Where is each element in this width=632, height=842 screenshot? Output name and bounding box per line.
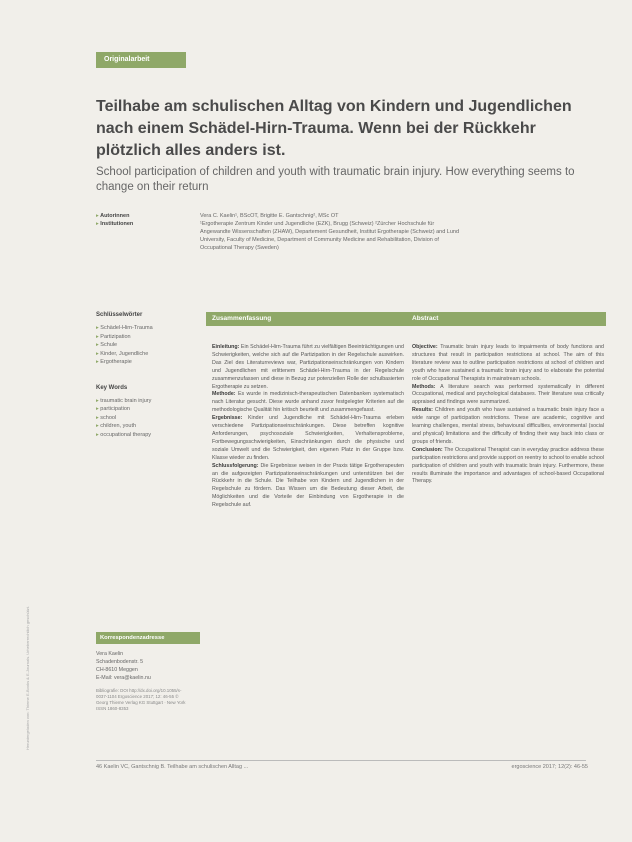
paragraph-text: The Occupational Therapist can in everyday practice address these participation restrictions and provide support on reentry to school to enable school participation of children and youth with traumatic brain injury. Furthermore, these results illuminate the importance and advantages of school-based Occupational Therapy. (412, 446, 604, 485)
summary-paragraph (212, 344, 404, 391)
keyword-item: ▸ school (96, 414, 200, 423)
paragraph-text: Es wurde in medizinisch-therapeutischen Datenbanken systematisch nach Literatur gesucht. Diese wurde anhand zuvor festgelegter Kriterien auf die methodologische Qualität hin kritisch beurteilt und zusammengefasst. (212, 391, 404, 414)
footer-divider (96, 760, 586, 761)
paragraph-text: Ein Schädel-Hirn-Trauma führt zu vielfältigen Beeinträchtigungen und Schwierigkeiten, welche sich auf die Partizipation in der Regelschule auswirken. Das Ziel des Literaturreviews war, Partizipationseinschränkungen von Kindern und Jugendlichen mit erlittenem Schädel-Hirn-Trauma in der Regelschule zusammenzufassen und diese in Bezug zur potenziellen Rolle der schulbasierten Ergotherapie zu setzen. (212, 344, 404, 390)
authors-value: Vera C. Kaelin¹, BScOT, Brigitte E. Gantschnig², MSc OT (200, 213, 339, 219)
contact-street: Schadenbodenstr. 5 (96, 659, 144, 665)
summary-paragraph (212, 415, 404, 462)
zusammenfassung-section (206, 312, 406, 510)
summary-paragraph (212, 391, 404, 415)
footer-journal: ergoscience 2017; 12(2): 46-55 (511, 764, 588, 770)
institutions-row (96, 220, 596, 252)
paragraph-text: Children and youth who have sustained a traumatic brain injury face a wide range of participation restrictions. These are academic, cognitive and learning challenges, mental stress, behavioural difficulties, environmental (social and physical) limitations and the difficulty of finding their way back into class or groups of friends. (412, 407, 604, 445)
keyword-item: ▸ Schädel-Hirn-Trauma (96, 324, 200, 333)
footer-citation: 46 Kaelin VC, Gantschnig B. Teilhabe am schulischen Alltag ... (96, 764, 249, 770)
correspondence-box (96, 632, 200, 712)
keyword-item: ▸ children, youth (96, 422, 200, 431)
keyword-item: ▸ Kinder, Jugendliche (96, 350, 200, 359)
paragraph-label: Conclusion: (412, 446, 443, 453)
download-notice: Heruntergeladen von: Thieme E-Books & E-Journals. Urheberrechtlich geschützt. (25, 606, 30, 750)
abstract-section (406, 312, 606, 486)
contact-city: CH-8610 Meggen (96, 667, 138, 673)
keyword-item: ▸ Schule (96, 341, 200, 350)
paragraph-label: Objective: (412, 344, 438, 350)
keyword-item: ▸ occupational therapy (96, 431, 200, 440)
keyword-item: ▸ traumatic brain injury (96, 397, 200, 406)
paragraph-label: Results: (412, 407, 433, 414)
paragraph-text: Die Ergebnisse weisen in der Praxis tätige Ergotherapeuten an die aufgezeigten Partizipationseinschränkungen und unterstützen bei der Rückkehr in die Schule. Die Teilhabe von Kindern und Jugendlichen in der Regelschule zu fördern. Das Wissen um die Bedeutung dieser Arbeit, die Möglichkeiten und die Vorteile der Einbindung von Ergotherapie in die Regelschule auf. (212, 462, 404, 509)
paragraph-label: Ergebnisse: (212, 415, 243, 422)
abstract-heading: Abstract (406, 312, 606, 326)
authors-label: ▸ Autorinnen (96, 212, 200, 220)
keyword-item: ▸ Ergotherapie (96, 358, 200, 367)
paragraph-text: Traumatic brain injury leads to impairments of body functions and structures that result in participation restrictions at school. The aim of this literature review was to outline participation restrictions at school of children and youth who have sustained a traumatic brain injury and to elaborate the potential role of Occupational Therapists in mainstream schools. (412, 344, 604, 382)
article-title-english: School participation of children and youth with traumatic brain injury. How everything seems to change on their return (96, 166, 575, 193)
article-title-german: Teilhabe am schulischen Alltag von Kindern und Jugendlichen nach einem Schädel-Hirn-Trauma. Wenn bei der Rückkehr plötzlich alles anders ist. (96, 98, 572, 159)
abstract-paragraph (412, 344, 604, 384)
summary-paragraph (212, 463, 404, 510)
keyword-item: ▸ Partizipation (96, 333, 200, 342)
abstract-paragraph (412, 384, 604, 408)
keywords-de-list (96, 324, 200, 367)
contact-email[interactable]: E-Mail: vera@kaelin.nu (96, 675, 151, 681)
institutions-label: ▸ Institutionen (96, 220, 200, 252)
keywords-column (96, 312, 200, 457)
abstract-body (406, 344, 606, 486)
correspondence-heading: Korrespondenzadresse (96, 632, 200, 644)
keywords-en-list (96, 397, 200, 440)
paragraph-text: A literature search was performed systematically in different Occupational, medical and psychological databases. Their literature was critically appraised and findings were summarized. (412, 383, 604, 406)
abstract-paragraph (412, 447, 604, 487)
author-metadata (96, 212, 596, 252)
zusammenfassung-body (206, 344, 406, 510)
paragraph-label: Einleitung: (212, 344, 240, 350)
keyword-item: ▸ participation (96, 405, 200, 414)
paragraph-label: Methods: (412, 383, 436, 390)
paragraph-label: Schlussfolgerung: (212, 462, 259, 469)
institutions-value: ¹Ergotherapie Zentrum Kinder und Jugendliche (EZK), Brugg (Schweiz) ²Zürcher Hochschule für Angewandte Wissenschaften (ZHAW), Departement Gesundheit, Institut Ergotherapie (Schweiz) and Lund University, Faculty of Medicine, Department of Community Medicine and Rehabilitation, Division of Occupational Therapy (Sweden) (200, 221, 460, 251)
article-category-badge: Originalarbeit (96, 52, 186, 68)
contact-name: Vera Kaelin (96, 651, 124, 657)
keywords-de-heading: Schlüsselwörter (96, 312, 143, 318)
bibliography-note: Bibliografie: DOI http://dx.doi.org/10.1055/s-0037-1104 Ergoscience 2017; 12: 46-55 © Georg Thieme Verlag KG Stuttgart · New York ISSN 1860-8353 (96, 688, 186, 711)
abstract-paragraph (412, 407, 604, 447)
authors-row (96, 212, 596, 220)
paragraph-text: Kinder und Jugendliche mit Schädel-Hirn-Trauma erleben verschiedene Partizipationseinschränkungen. Diese betreffen kognitive Anforderungen, psychosoziale Schwierigkeiten, Verhaltensprobleme, Fortbewegungsschwierigkeiten, Einschränkungen durch die physische und soziale Umwelt und die Schwierigkeit, den eigenen Platz in der Gruppe bzw. Klasse wieder zu finden. (212, 415, 404, 461)
paragraph-label: Methode: (212, 391, 236, 398)
zusammenfassung-heading: Zusammenfassung (206, 312, 406, 326)
keywords-en-heading: Key Words (96, 384, 128, 391)
